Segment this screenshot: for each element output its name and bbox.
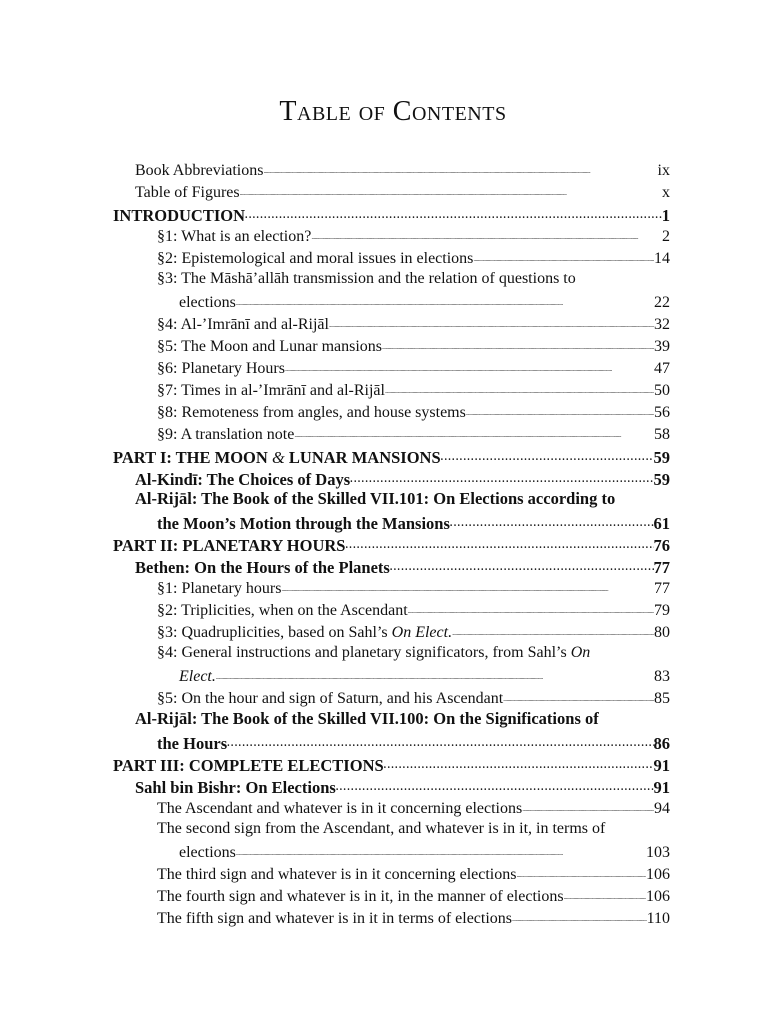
dot-leader <box>294 422 654 446</box>
book-title-italic: On Elect. <box>391 624 453 641</box>
toc-entry-table-of-figures[interactable] <box>135 180 670 204</box>
toc-entry-page: 2 <box>662 228 670 245</box>
toc-entry-page: 83 <box>654 668 670 685</box>
toc-entry-label: §1: What is an election? <box>157 228 312 245</box>
dot-leader <box>240 180 662 204</box>
toc-entry-section-5[interactable] <box>157 334 670 358</box>
toc-entry-label: INTRODUCTION <box>113 206 246 225</box>
toc-entry-label: elections <box>179 294 236 311</box>
dot-leader <box>516 862 646 886</box>
toc-entry-label: §9: A translation note <box>157 426 295 443</box>
dot-leader <box>311 224 662 248</box>
dot-leader <box>285 356 654 380</box>
toc-entry-label: The Ascendant and whatever is in it concerning elections <box>157 800 523 817</box>
dot-leader <box>466 400 654 424</box>
toc-entry-bethen-section-2[interactable] <box>157 598 670 622</box>
toc-entry-page: 85 <box>654 690 670 707</box>
toc-entry-label <box>179 666 216 688</box>
book-title-italic: On <box>570 644 591 661</box>
toc-entry-page: 58 <box>654 426 670 443</box>
dot-leader <box>329 312 654 336</box>
toc-entry-page: 79 <box>654 602 670 619</box>
toc-entry-label: Sahl bin Bishr: On Elections <box>135 778 336 797</box>
toc-entry-bethen-section-3[interactable] <box>157 620 670 644</box>
toc-entry-second-sign[interactable] <box>179 840 670 864</box>
toc-entry-section-2[interactable] <box>157 246 670 270</box>
toc-entry-al-rijal-101-line1[interactable]: Al-Rijāl: The Book of the Skilled VII.101: On Elections according to <box>135 489 616 508</box>
toc-entry-page: 91 <box>653 756 670 775</box>
toc-entry-page: 59 <box>653 448 670 467</box>
toc-entry-page: 106 <box>646 866 670 883</box>
toc-entry-section-3-line1[interactable]: §3: The Māshā’allāh transmission and the relation of questions to <box>157 270 576 287</box>
toc-entry-page: 56 <box>654 404 670 421</box>
dot-leader <box>382 334 654 358</box>
dot-leader <box>512 906 647 930</box>
toc-entry-section-7[interactable] <box>157 378 670 402</box>
toc-entry-page: 59 <box>653 470 670 489</box>
dot-leader <box>216 664 654 688</box>
toc-entry-label: §2: Triplicities, when on the Ascendant <box>157 602 408 619</box>
toc-entry-page: 86 <box>653 734 670 753</box>
dot-leader <box>408 598 654 622</box>
dot-leader <box>452 620 654 644</box>
toc-entry-page: 77 <box>653 558 670 577</box>
toc-entry-label: Al-Kindī: The Choices of Days <box>135 470 351 489</box>
toc-entry-label: elections <box>179 844 236 861</box>
toc-entry-label: Bethen: On the Hours of the Planets <box>135 558 390 577</box>
dot-leader <box>236 290 654 314</box>
toc-entry-page: 94 <box>654 800 670 817</box>
toc-entry-section-3[interactable] <box>179 290 670 314</box>
toc-entry-bethen-section-1[interactable] <box>157 576 670 600</box>
page-title: Table of Contents <box>279 96 507 127</box>
toc-entry-bethen-section-4[interactable] <box>179 664 670 688</box>
toc-entry-label: the Hours <box>157 734 228 753</box>
toc-entry-page: 1 <box>661 206 670 225</box>
toc-entry-section-9[interactable] <box>157 422 670 446</box>
toc-entry-label: The third sign and whatever is in it concerning elections <box>157 866 517 883</box>
toc-entry-page: 39 <box>654 338 670 355</box>
toc-entry-page: 76 <box>653 536 670 555</box>
toc-entry-page: 32 <box>654 316 670 333</box>
dot-leader <box>281 576 654 600</box>
toc-entry-page: x <box>662 184 670 201</box>
toc-entry-label: §2: Epistemological and moral issues in elections <box>157 250 474 267</box>
dot-leader <box>263 158 657 182</box>
toc-entry-label: §6: Planetary Hours <box>157 360 285 377</box>
ampersand: & <box>271 448 285 467</box>
book-title-italic: Elect. <box>179 668 216 685</box>
toc-entry-section-4[interactable] <box>157 312 670 336</box>
toc-entry-page: 61 <box>653 514 670 533</box>
dot-leader <box>503 686 654 710</box>
toc-entry-page: 77 <box>654 580 670 597</box>
toc-entry-label-b: LUNAR MANSIONS <box>284 448 441 467</box>
toc-entry-second-sign-line1[interactable]: The second sign from the Ascendant, and whatever is in it, in terms of <box>157 820 606 837</box>
toc-entry-al-rijal-100-line1[interactable]: Al-Rijāl: The Book of the Skilled VII.100: On the Significations of <box>135 709 599 728</box>
toc-entry-label <box>157 622 452 644</box>
toc-entry-label-a: §3: Quadruplicities, based on Sahl’s <box>157 624 392 641</box>
dot-leader <box>385 378 654 402</box>
toc-entry-label-a: §4: General instructions and planetary significators, from Sahl’s <box>157 644 571 661</box>
toc-entry-section-6[interactable] <box>157 356 670 380</box>
toc-entry-page: 50 <box>654 382 670 399</box>
toc-entry-page: 80 <box>654 624 670 641</box>
toc-entry-page: 22 <box>654 294 670 311</box>
toc-entry-label: the Moon’s Motion through the Mansions <box>157 514 450 533</box>
toc-entry-page: ix <box>657 162 670 179</box>
toc-entry-label: §8: Remoteness from angles, and house systems <box>157 404 466 421</box>
toc-entry-page: 110 <box>646 910 670 927</box>
dot-leader <box>236 840 646 864</box>
toc-entry-fifth-sign[interactable] <box>157 906 670 930</box>
toc-entry-page: 91 <box>653 778 670 797</box>
toc-entry-page: 103 <box>646 844 670 861</box>
toc-entry-section-1[interactable] <box>157 224 670 248</box>
toc-entry-page: 47 <box>654 360 670 377</box>
toc-entry-page: 14 <box>654 250 670 267</box>
toc-entry-label: PART II: PLANETARY HOURS <box>113 536 346 555</box>
toc-entry-book-abbreviations[interactable] <box>135 158 670 182</box>
toc-entry-label: §5: The Moon and Lunar mansions <box>157 338 383 355</box>
toc-entry-label: §4: Al-’Imrānī and al-Rijāl <box>157 316 329 333</box>
dot-leader <box>473 246 654 270</box>
toc-entry-label: PART III: COMPLETE ELECTIONS <box>113 756 384 775</box>
toc-entry-label: The fourth sign and whatever is in it, in the manner of elections <box>157 888 564 905</box>
toc-entry-page: 106 <box>646 888 670 905</box>
dot-leader <box>564 884 646 908</box>
toc-entry-fourth-sign[interactable] <box>157 884 670 908</box>
toc-entry-third-sign[interactable] <box>157 862 670 886</box>
toc-entry-label: The fifth sign and whatever is in it in terms of elections <box>157 910 513 927</box>
toc-entry-label-a: PART I: THE MOON <box>113 448 272 467</box>
toc-entry-label: Book Abbreviations <box>135 162 264 179</box>
toc-entry-bethen-section-5[interactable] <box>157 686 670 710</box>
toc-entry-label: Table of Figures <box>135 184 240 201</box>
toc-entry-ascendant[interactable] <box>157 796 670 820</box>
toc-entry-section-8[interactable] <box>157 400 670 424</box>
toc-entry-label: §7: Times in al-’Imrānī and al-Rijāl <box>157 382 385 399</box>
dot-leader <box>522 796 654 820</box>
toc-entry-label: §1: Planetary hours <box>157 580 282 597</box>
toc-entry-label: §5: On the hour and sign of Saturn, and his Ascendant <box>157 690 504 707</box>
toc-entry-bethen-section-4-line1[interactable] <box>157 642 590 664</box>
